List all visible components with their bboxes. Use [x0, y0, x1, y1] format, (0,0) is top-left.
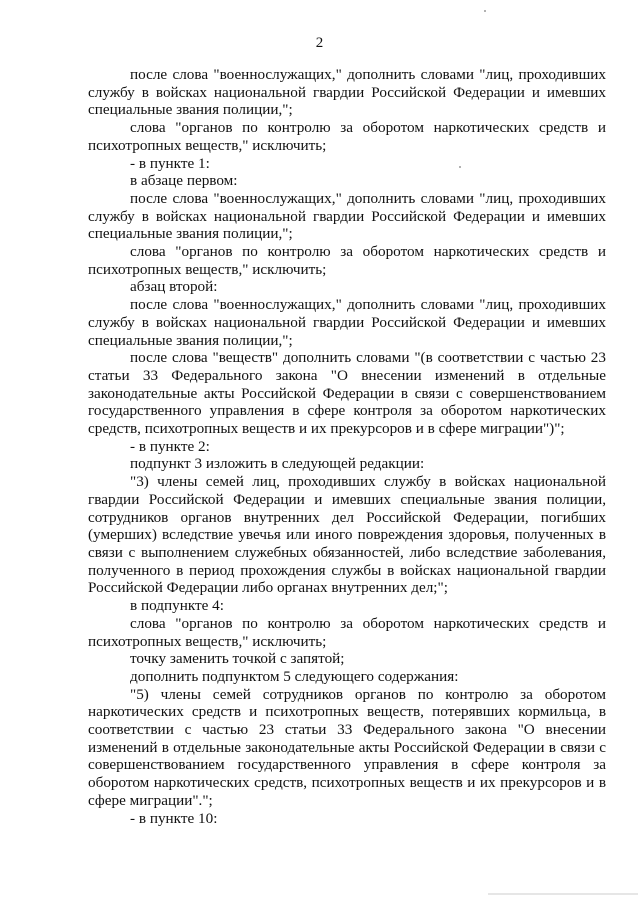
scan-speck [484, 10, 486, 12]
paragraph: - в пункте 2: [130, 437, 210, 455]
scan-edge-line [488, 893, 638, 895]
paragraph: после слова "военнослужащих," дополнить словами "лиц, проходивших службу в войсках национальной гвардии Российской Федерации и имевших специальные звания полиции,"; [88, 189, 606, 243]
page-number: 2 [315, 35, 324, 51]
paragraph: в абзаце первом: [130, 172, 238, 190]
paragraph: слова "органов по контролю за оборотом наркотических средств и психотропных веществ," исключить; [88, 614, 606, 650]
paragraph: абзац второй: [130, 278, 218, 296]
paragraph: после слова "военнослужащих," дополнить словами "лиц, проходивших службу в войсках национальной гвардии Российской Федерации и имевших специальные звания полиции,"; [88, 296, 606, 349]
paragraph: подпункт 3 изложить в следующей редакции: [130, 455, 425, 473]
paragraph: точку заменить точкой с запятой; [130, 650, 345, 668]
paragraph: слова "органов по контролю за оборотом наркотических средств и психотропных веществ," исключить; [88, 243, 606, 278]
paragraph: слова "органов по контролю за оборотом наркотических средств и психотропных веществ," исключить; [88, 119, 606, 154]
paragraph: "5) члены семей сотрудников органов по контролю за оборотом наркотических средств и психотропных веществ, потерявших кормильца, в соответствии с частью 23 статьи 33 Федерального закона "О внесении изменений в отдельные законодательные акты Российской Федерации в связи с совершенствованием государственного управления в сфере контроля за оборотом наркотических средств, психотропных веществ и их прекурсоров и в сфере миграции"."; [88, 685, 606, 809]
paragraph: - в пункте 1: [130, 154, 210, 172]
paragraph: после слова "военнослужащих," дополнить словами "лиц, проходивших службу в войсках национальной гвардии Российской Федерации и имевших специальные звания полиции,"; [88, 66, 606, 119]
paragraph: в подпункте 4: [130, 597, 224, 615]
document-body [88, 66, 606, 827]
paragraph: "3) члены семей лиц, проходивших службу в войсках национальной гвардии Российской Федерации и имевших специальные звания полиции, сотрудников органов внутренних дел Российской Федерации, погибших (умерших) вследствие увечья или иного повреждения здоровья, полученных в связи с выполнением служебных обязанностей, либо вследствие заболевания, полученного в период прохождения службы в войсках национальной гвардии Российской Федерации либо органах внутренних дел;"; [88, 473, 606, 597]
paragraph: - в пункте 10: [130, 809, 218, 827]
paragraph: дополнить подпунктом 5 следующего содержания: [130, 667, 459, 685]
paragraph: после слова "веществ" дополнить словами "(в соответствии с частью 23 статьи 33 Федерального закона "О внесении изменений в отдельные законодательные акты Российской Федерации в связи с совершенствованием государственного управления в сфере контроля за оборотом наркотических средств, психотропных веществ и их прекурсоров и в сфере миграции")"; [88, 349, 606, 438]
